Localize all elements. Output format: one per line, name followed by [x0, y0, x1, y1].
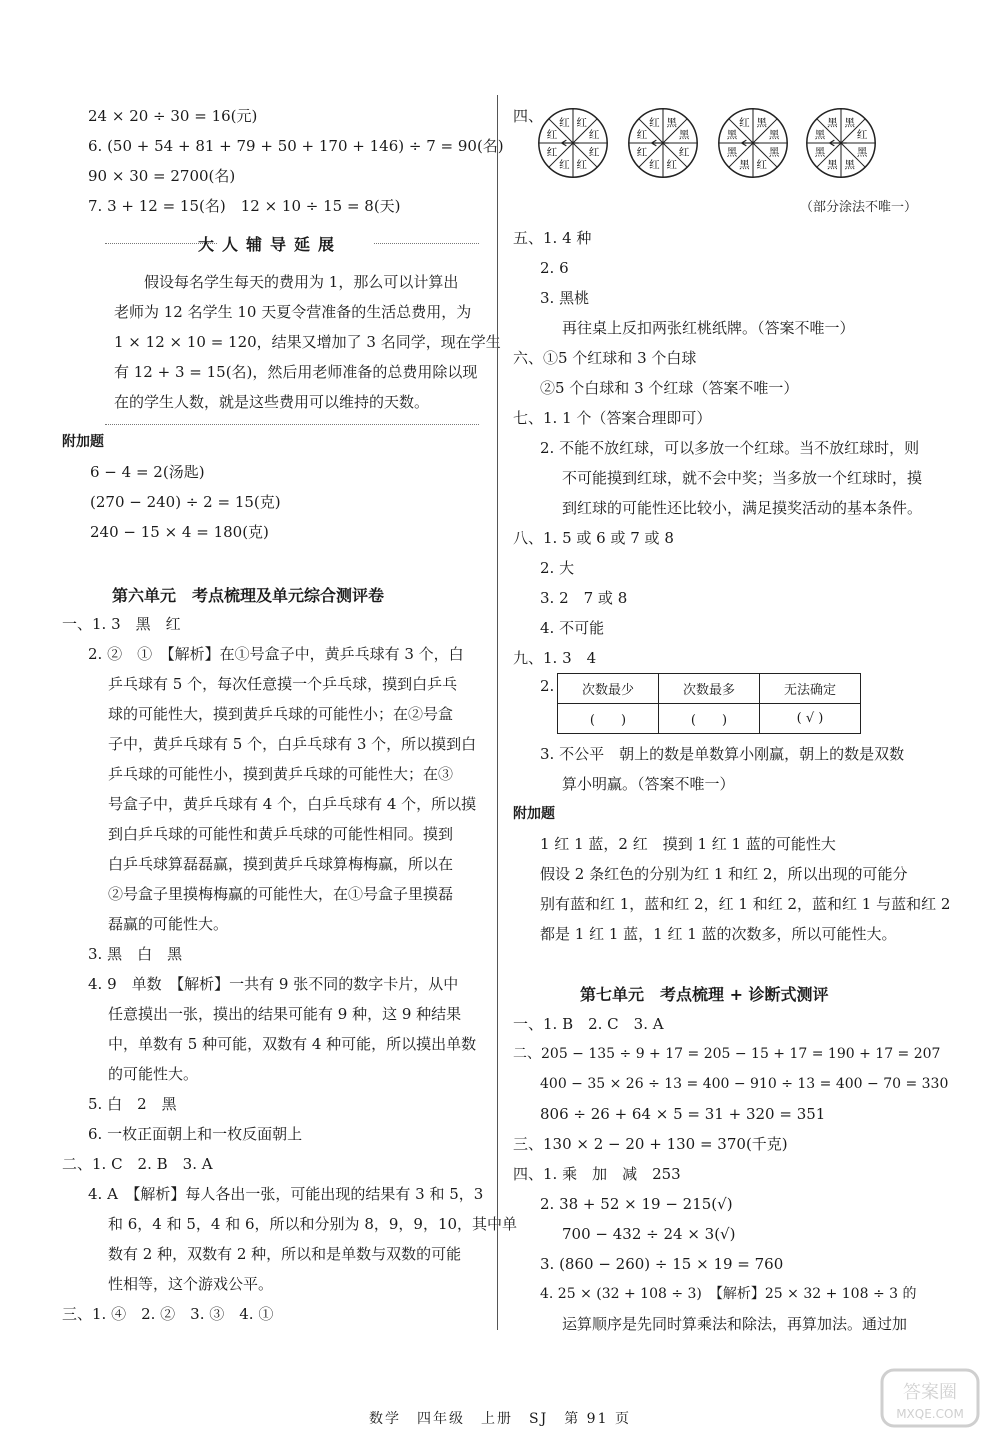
answer-line: 九、1. 3 4 — [513, 649, 597, 667]
spinner-sector-label: 红 — [678, 146, 690, 159]
table-header-cell: 无法确定 — [760, 674, 861, 704]
section-title-unit7: 第七单元 考点梳理 + 诊断式测评 — [580, 985, 829, 1004]
box-line: 老师为 12 名学生 10 天夏令营准备的生活总费用，为 — [114, 303, 472, 321]
answer-line: 都是 1 红 1 蓝，1 红 1 蓝的次数多，所以可能性大。 — [540, 925, 897, 943]
answer-line: 到白乒乓球的可能性和黄乒乓球的可能性相同。摸到 — [108, 825, 454, 843]
answer-line: 4. 不可能 — [540, 619, 605, 637]
answer-line: 算小明赢。（答案不唯一） — [562, 775, 735, 793]
table-cell: ( ) — [558, 704, 659, 734]
answer-line: 2. 不能不放红球，可以多放一个红球。当不放红球时，则 — [540, 439, 920, 457]
answer-line: 6 − 4 = 2(汤匙) — [90, 463, 205, 481]
answer-line: 七、1. 1 个（答案合理即可） — [513, 409, 712, 427]
table-cell: ( √ ) — [760, 704, 861, 734]
spinner-pointer — [742, 140, 759, 146]
answer-line: 4. 9 单数 【解析】一共有 9 张不同的数字卡片，从中 — [88, 975, 459, 993]
svg-text:答案圈: 答案圈 — [903, 1382, 957, 1403]
answer-line: 四、1. 乘 加 减 253 — [513, 1165, 681, 1183]
spinner-sector-label: 红 — [636, 129, 648, 142]
answer-line: 再往桌上反扣两张红桃纸牌。（答案不唯一） — [562, 319, 855, 337]
answer-line: 7. 3 + 12 = 15(名) 12 × 10 ÷ 15 = 8(天) — [88, 197, 401, 215]
answer-line: 806 ÷ 26 + 64 × 5 = 31 + 320 = 351 — [540, 1105, 826, 1123]
spinner-sector-label: 红 — [739, 116, 750, 129]
spinner-sector-label: 黑 — [844, 158, 855, 171]
answer-line: 3. 黑 白 黑 — [88, 945, 183, 963]
spinner-sector-label: 黑 — [726, 146, 738, 159]
table-cell: ( ) — [659, 704, 760, 734]
answer-line: 4. 25 × (32 + 108 ÷ 3) 【解析】25 × 32 + 108 ÷ 3 的 — [540, 1286, 917, 1302]
answer-line: ②5 个白球和 3 个红球（答案不唯一） — [540, 379, 799, 397]
answer-line: 的可能性大。 — [108, 1065, 199, 1083]
answer-line: ②号盒子里摸梅梅赢的可能性大，在①号盒子里摸磊 — [108, 885, 454, 903]
answer-line: 别有蓝和红 1，蓝和红 2，红 1 和红 2，蓝和红 1 与蓝和红 2 — [540, 895, 951, 913]
answer-line: 性相等，这个游戏公平。 — [108, 1275, 274, 1293]
spinner-sector-label: 红 — [666, 158, 677, 171]
spinner-sector-label: 红 — [546, 129, 558, 142]
spinner-sector-label: 黑 — [768, 129, 780, 142]
answer-line: (270 − 240) ÷ 2 = 15(克) — [90, 493, 281, 511]
spinner-sector-label: 红 — [559, 158, 570, 171]
answer-line: 24 × 20 ÷ 30 = 16(元) — [88, 107, 258, 125]
box-title: 大人辅导延展 — [197, 235, 342, 254]
answer-line: 任意摸出一张，摸出的结果可能有 9 种，这 9 种结果 — [108, 1005, 462, 1023]
table-header-cell: 次数最少 — [558, 674, 659, 704]
spinner-sector-label: 黑 — [814, 129, 826, 142]
answer-line: 二、1. C 2. B 3. A — [62, 1155, 213, 1173]
answer-line: 4. A 【解析】每人各出一张，可能出现的结果有 3 和 5，3 — [88, 1185, 484, 1203]
answer-line: 乒乓球的可能性小，摸到黄乒乓球的可能性大；在③ — [108, 765, 454, 783]
spinner-sector-label: 红 — [588, 129, 600, 142]
answer-line: 白乒乓球算磊磊赢，摸到黄乒乓球算梅梅赢，所以在 — [108, 855, 454, 873]
answer-line: 三、130 × 2 − 20 + 130 = 370(千克) — [513, 1135, 788, 1153]
spinner-sector-label: 黑 — [768, 146, 780, 159]
answer-line: 中，单数有 5 种可能，双数有 4 种可能，所以摸出单数 — [108, 1035, 477, 1053]
spinner-2 — [625, 105, 701, 181]
page-footer: 数学 四年级 上册 SJ 第 91 页 — [369, 1411, 631, 1427]
spinner-svg — [803, 105, 879, 181]
box-line: 在的学生人数，就是这些费用可以维持的天数。 — [114, 393, 430, 411]
answer-line: 6. 一枚正面朝上和一枚反面朝上 — [88, 1125, 303, 1143]
box-line: 有 12 + 3 = 15(名)，然后用老师准备的总费用除以现 — [114, 363, 478, 381]
spinner-sector-label: 黑 — [827, 116, 838, 129]
answer-line: 2. — [540, 677, 555, 695]
box-line: 1 × 12 × 10 = 120，结果又增加了 3 名同学，现在学生 — [114, 333, 501, 351]
spinner-4 — [803, 105, 879, 181]
box-line: 假设每名学生每天的费用为 1，那么可以计算出 — [144, 273, 459, 291]
answer-line: 八、1. 5 或 6 或 7 或 8 — [513, 529, 674, 547]
spinner-sector-label: 红 — [856, 129, 868, 142]
answer-line: 球的可能性大，摸到黄乒乓球的可能性小；在②号盒 — [108, 705, 454, 723]
answer-line: 400 − 35 × 26 ÷ 13 = 400 − 910 ÷ 13 = 400 − 70 = 330 — [540, 1076, 949, 1092]
answer-line: 假设 2 条红色的分别为红 1 和红 2，所以出现的可能分 — [540, 865, 908, 883]
answer-line: 和 6，4 和 5，4 和 6，所以和分别为 8，9，9，10，其中单 — [108, 1215, 518, 1233]
answer-line: 子中，黄乒乓球有 5 个，白乒乓球有 3 个，所以摸到白 — [108, 735, 477, 753]
answer-line: 6. (50 + 54 + 81 + 79 + 50 + 170 + 146) ÷ 7 = 90(名) — [88, 137, 504, 155]
spinner-sector-label: 黑 — [739, 158, 750, 171]
answer-line: 乒乓球有 5 个，每次任意摸一个乒乓球，摸到白乒乓 — [108, 675, 458, 693]
spinner-sector-label: 红 — [649, 158, 660, 171]
answer-line: 不可能摸到红球，就不会中奖；当多放一个红球时，摸 — [562, 469, 923, 487]
answer-line: 2. ② ① 【解析】在①号盒子中，黄乒乓球有 3 个，白 — [88, 645, 464, 663]
divider-dotted — [105, 424, 479, 425]
spinner-sector-label: 红 — [576, 116, 587, 129]
answer-line: 700 − 432 ÷ 24 × 3(√) — [562, 1225, 736, 1243]
answer-line: 3. (860 − 260) ÷ 15 × 19 = 760 — [540, 1255, 784, 1273]
spinner-group — [535, 105, 955, 195]
spinner-sector-label: 红 — [576, 158, 587, 171]
answer-line: 2. 6 — [540, 259, 569, 277]
spinner-sector-label: 黑 — [814, 146, 826, 159]
spinner-sector-label: 红 — [649, 116, 660, 129]
section-title-unit6: 第六单元 考点梳理及单元综合测评卷 — [112, 586, 385, 605]
answer-line: 1 红 1 蓝，2 红 摸到 1 红 1 蓝的可能性大 — [540, 835, 836, 853]
answer-line: 一、1. 3 黑 红 — [62, 615, 181, 633]
spinner-sector-label: 黑 — [856, 146, 868, 159]
spinner-sector-label: 黑 — [844, 116, 855, 129]
spinner-sector-label: 红 — [559, 116, 570, 129]
answer-line: 二、205 − 135 ÷ 9 + 17 = 205 − 15 + 17 = 190 + 17 = 207 — [513, 1046, 941, 1062]
spinner-1 — [535, 105, 611, 181]
answer-line: 2. 38 + 52 × 19 − 215(√) — [540, 1195, 733, 1213]
spinner-sector-label: 黑 — [827, 158, 838, 171]
answer-line: 号盒子中，黄乒乓球有 4 个，白乒乓球有 4 个，所以摸 — [108, 795, 477, 813]
answer-line: 磊赢的可能性大。 — [108, 915, 229, 933]
spinner-pointer — [562, 140, 579, 146]
spinner-sector-label: 红 — [636, 146, 648, 159]
answer-line: 90 × 30 = 2700(名) — [88, 167, 236, 185]
table-header-cell: 次数最多 — [659, 674, 760, 704]
answer-line: 3. 2 7 或 8 — [540, 589, 628, 607]
spinner-svg — [715, 105, 791, 181]
answer-line: 240 − 15 × 4 = 180(克) — [90, 523, 269, 541]
column-divider — [497, 95, 498, 1330]
answer-line: 五、1. 4 种 — [513, 229, 592, 247]
spinner-svg — [625, 105, 701, 181]
answer-line: 六、①5 个红球和 3 个白球 — [513, 349, 697, 367]
spinner-sector-label: 黑 — [678, 129, 690, 142]
answer-line: 2. 大 — [540, 559, 575, 577]
spinner-3 — [715, 105, 791, 181]
fujia-label: 附加题 — [62, 434, 104, 450]
spinner-sector-label: 黑 — [756, 116, 767, 129]
fujia-label: 附加题 — [513, 806, 555, 822]
answer-line: 到红球的可能性还比较小，满足摸奖活动的基本条件。 — [562, 499, 923, 517]
answer-line: 运算顺序是先同时算乘法和除法，再算加法。通过加 — [562, 1315, 908, 1333]
spinner-sector-label: 黑 — [666, 116, 677, 129]
spinner-sector-label: 红 — [588, 146, 600, 159]
spinner-svg — [535, 105, 611, 181]
result-table — [557, 673, 861, 734]
svg-text:MXQE.COM: MXQE.COM — [896, 1407, 964, 1421]
watermark-logo — [880, 1368, 980, 1428]
answer-line: 3. 黑桃 — [540, 289, 590, 307]
spinner-pointer — [652, 140, 669, 146]
answer-line: 一、1. B 2. C 3. A — [513, 1015, 664, 1033]
spinner-note: （部分涂法不唯一） — [800, 200, 918, 215]
answer-line: 三、1. ④ 2. ② 3. ③ 4. ① — [62, 1305, 274, 1323]
answer-line: 3. 不公平 朝上的数是单数算小刚赢，朝上的数是双数 — [540, 745, 905, 763]
answer-line: 5. 白 2 黑 — [88, 1095, 177, 1113]
spinner-sector-label: 红 — [546, 146, 558, 159]
spinner-sector-label: 黑 — [726, 129, 738, 142]
spinner-sector-label: 红 — [756, 158, 767, 171]
section-label: 四、 — [513, 107, 544, 125]
answer-line: 数有 2 种，双数有 2 种，所以和是单数与双数的可能 — [108, 1245, 462, 1263]
spinner-pointer — [830, 140, 847, 146]
